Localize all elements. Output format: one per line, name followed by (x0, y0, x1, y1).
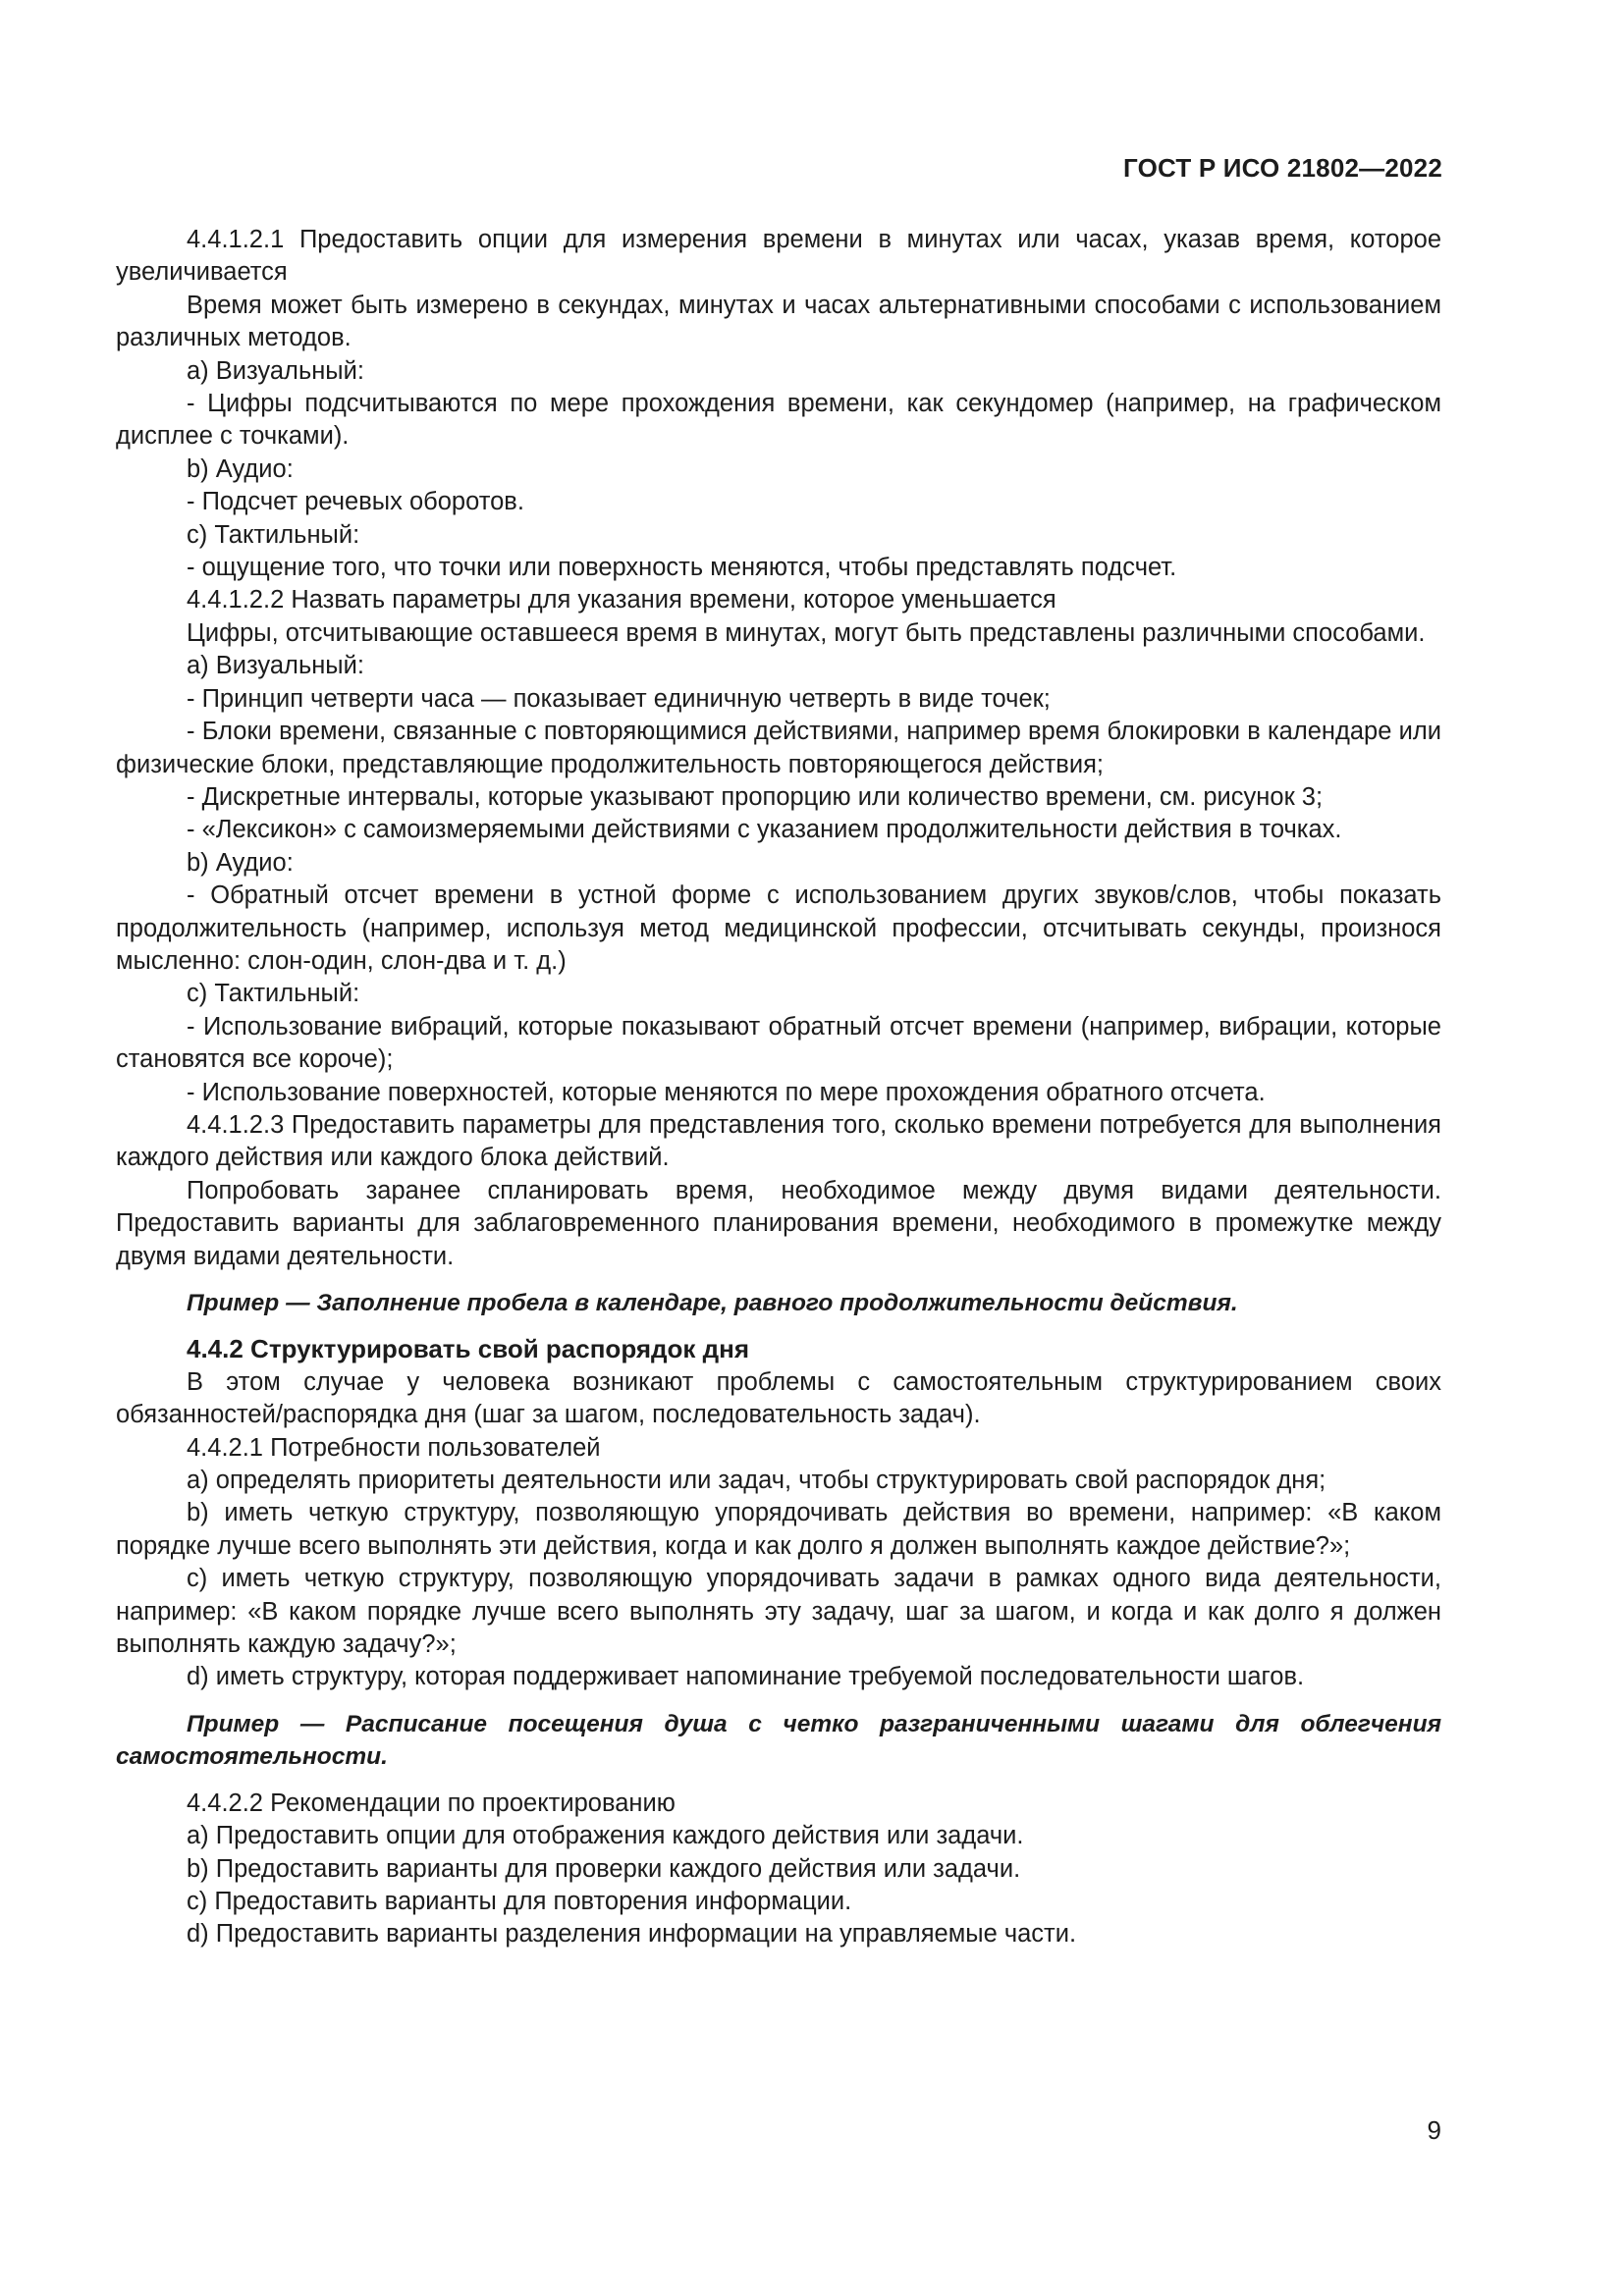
paragraph: c) Тактильный: (187, 520, 360, 549)
paragraph: b) иметь четкую структуру, позволяющую упорядочивать действия во времени, например: «В каком порядке лучше всего выполнять эти действия, когда и как долго я должен выполнять каждое действие?»; (116, 1499, 1441, 1560)
paragraph: a) Визуальный: (187, 652, 364, 680)
paragraph: - Использование поверхностей, которые меняются по мере прохождения обратного отсчета. (187, 1078, 1266, 1106)
paragraph: Попробовать заранее спланировать время, необходимое между двумя видами деятельности. Предоставить варианты для заблаговременного планирования времени, необходимого в промежутке между двумя видами деятельности. (116, 1176, 1441, 1270)
paragraph: Цифры, отсчитывающие оставшееся время в минутах, могут быть представлены различными способами. (187, 618, 1426, 647)
paragraph: c) Тактильный: (187, 980, 360, 1008)
paragraph: a) определять приоритеты деятельности или задач, чтобы структурировать свой распорядок дня; (187, 1467, 1326, 1495)
paragraph: 4.4.2.1 Потребности пользователей (187, 1433, 601, 1462)
paragraph: c) Предоставить варианты для повторения информации. (187, 1887, 852, 1915)
paragraph: - Цифры подсчитываются по мере прохождения времени, как секундомер (например, на графическом дисплее с точками). (116, 390, 1441, 451)
spacer (116, 1774, 1441, 1788)
paragraph: a) Предоставить опции для отображения каждого действия или задачи. (187, 1822, 1024, 1850)
document-header: ГОСТ Р ИСО 21802—2022 (1122, 153, 1442, 183)
paragraph: - «Лексикон» с самоизмеряемыми действиями с указанием продолжительности действия в точках. (187, 816, 1342, 844)
paragraph: b) Аудио: (187, 848, 294, 877)
paragraph: c) иметь четкую структуру, позволяющую упорядочивать задачи в рамках одного вида деятельности, например: «В каком порядке лучше всего выполнять эту задачу, шаг за шагом, и когда и как долго я должен выполнять каждую задачу?»; (116, 1565, 1441, 1659)
paragraph: - ощущение того, что точки или поверхность меняются, чтобы представлять подсчет. (187, 554, 1177, 582)
paragraph: - Обратный отсчет времени в устной форме с использованием других звуков/слов, чтобы показать продолжительность (например, используя метод медицинской профессии, отсчитывать секунды, произнося мысленно: слон-один, слон-два и т. д.) (116, 881, 1441, 975)
paragraph: d) иметь структуру, которая поддерживает напоминание требуемой последовательности шагов. (187, 1663, 1305, 1691)
paragraph: d) Предоставить варианты разделения информации на управляемые части. (187, 1920, 1077, 1949)
paragraph: - Дискретные интервалы, которые указывают пропорцию или количество времени, см. рисунок 3; (187, 782, 1324, 811)
paragraph: 4.4.1.2.3 Предоставить параметры для представления того, сколько времени потребуется для выполнения каждого действия или каждого блока действий. (116, 1110, 1441, 1172)
section-heading: 4.4.2 Структурировать свой распорядок дня (187, 1334, 750, 1364)
paragraph: b) Аудио: (187, 454, 294, 483)
paragraph: Время может быть измерено в секундах, минутах и часах альтернативными способами с использованием различных методов. (116, 291, 1441, 352)
page-number: 9 (1427, 2115, 1441, 2145)
paragraph: - Блоки времени, связанные с повторяющимися действиями, например время блокировки в календаре или физические блоки, представляющие продолжительность повторяющегося действия; (116, 718, 1441, 778)
paragraph: b) Предоставить варианты для проверки каждого действия или задачи. (187, 1854, 1021, 1883)
example-note: Пример — Расписание посещения душа с четко разграниченными шагами для облегчения самостоятельности. (116, 1710, 1441, 1771)
spacer (116, 1273, 1441, 1287)
paragraph: - Использование вибраций, которые показывают обратный отсчет времени (например, вибрации, которые становятся все короче); (116, 1012, 1441, 1074)
paragraph: 4.4.1.2.1 Предоставить опции для измерения времени в минутах или часах, указав время, которое увеличивается (116, 226, 1441, 287)
spacer (116, 1694, 1441, 1708)
paragraph: В этом случае у человека возникают проблемы с самостоятельным структурированием своих обязанностей/распорядка дня (шаг за шагом, последовательность задач). (116, 1367, 1441, 1429)
spacer (116, 1319, 1441, 1333)
paragraph: 4.4.1.2.2 Назвать параметры для указания времени, которое уменьшается (187, 586, 1056, 614)
paragraph: a) Визуальный: (187, 356, 364, 385)
document-body (116, 224, 1441, 1951)
paragraph: 4.4.2.2 Рекомендации по проектированию (187, 1789, 676, 1817)
example-note: Пример — Заполнение пробела в календаре, равного продолжительности действия. (187, 1290, 1238, 1316)
paragraph: - Принцип четверти часа — показывает единичную четверть в виде точек; (187, 684, 1051, 713)
paragraph: - Подсчет речевых оборотов. (187, 488, 524, 516)
